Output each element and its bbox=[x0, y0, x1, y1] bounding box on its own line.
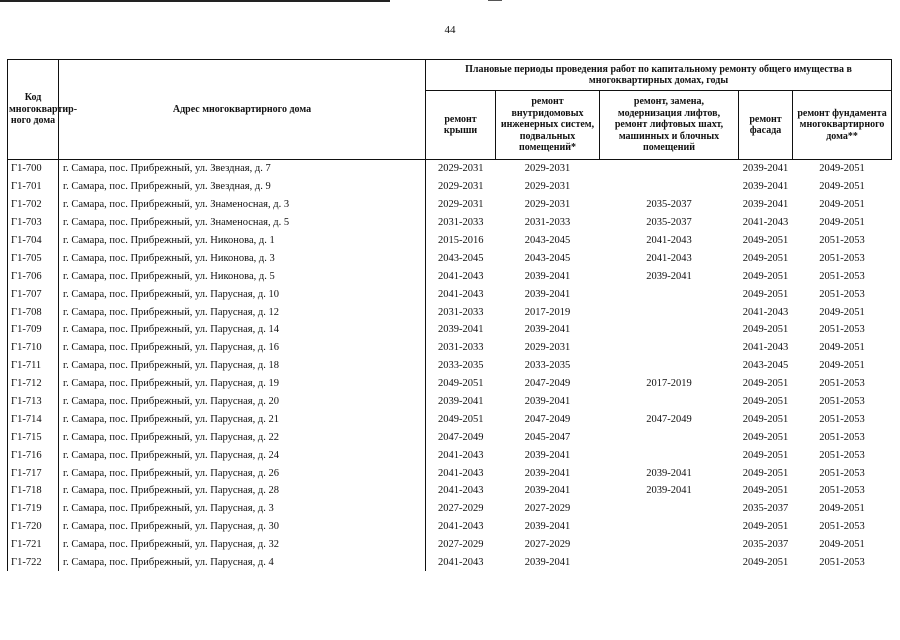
row-foundation-period: 2051-2053 bbox=[819, 557, 865, 569]
row-address: г. Самара, пос. Прибрежный, ул. Парусная, д. 32 bbox=[59, 536, 426, 554]
row-roof-period: 2049-2051 bbox=[438, 378, 484, 390]
table-row bbox=[8, 536, 892, 554]
row-code: Г1-708 bbox=[8, 303, 59, 321]
table-row bbox=[8, 196, 892, 214]
row-roof-period: 2043-2045 bbox=[438, 252, 484, 264]
table-body bbox=[8, 160, 892, 572]
table-row bbox=[8, 446, 892, 464]
row-systems-period: 2039-2041 bbox=[524, 324, 571, 336]
row-facade-period: 2049-2051 bbox=[742, 396, 789, 408]
row-roof-period: 2015-2016 bbox=[438, 235, 484, 246]
row-roof-period: 2041-2043 bbox=[438, 288, 484, 300]
row-foundation-period: 2051-2053 bbox=[819, 485, 865, 497]
row-systems-period: 2027-2029 bbox=[524, 503, 571, 515]
row-foundation-period: 2049-2051 bbox=[819, 503, 865, 515]
row-code: Г1-721 bbox=[8, 536, 59, 554]
scan-top-mark bbox=[488, 0, 502, 1]
row-systems-period: 2033-2035 bbox=[524, 360, 571, 372]
row-code: Г1-716 bbox=[8, 446, 59, 464]
table-row bbox=[8, 232, 892, 250]
row-lifts-period: 2017-2019 bbox=[646, 378, 692, 390]
row-systems-period: 2027-2029 bbox=[524, 539, 571, 551]
row-systems-period: 2039-2041 bbox=[524, 467, 571, 479]
row-address: г. Самара, пос. Прибрежный, ул. Никонова, д. 1 bbox=[59, 232, 426, 250]
row-systems-period: 2039-2041 bbox=[524, 449, 571, 461]
row-lifts-period: 2039-2041 bbox=[646, 270, 692, 282]
row-systems-period: 2047-2049 bbox=[524, 378, 571, 390]
table-row bbox=[8, 554, 892, 572]
row-facade-period: 2049-2051 bbox=[742, 521, 789, 533]
row-systems-period: 2039-2041 bbox=[524, 485, 571, 497]
header-lifts: ремонт, замена, модернизация лифтов, ремонт лифтовых шахт, машинных и блочных помещений bbox=[600, 91, 739, 160]
row-lifts-period bbox=[600, 303, 739, 321]
row-roof-period: 2039-2041 bbox=[438, 396, 484, 408]
row-roof-period: 2029-2031 bbox=[438, 163, 484, 175]
row-foundation-period: 2051-2053 bbox=[819, 467, 865, 479]
row-roof-period: 2041-2043 bbox=[438, 467, 484, 479]
row-lifts-period bbox=[600, 518, 739, 536]
row-address: г. Самара, пос. Прибрежный, ул. Парусная, д. 10 bbox=[59, 285, 426, 303]
row-foundation-period: 2049-2051 bbox=[819, 360, 865, 372]
table-row bbox=[8, 428, 892, 446]
row-code: Г1-711 bbox=[8, 357, 59, 375]
row-lifts-period: 2035-2037 bbox=[646, 217, 692, 229]
row-lifts-period: 2039-2041 bbox=[646, 485, 692, 497]
header-planned-periods: Плановые периоды проведения работ по капитальному ремонту общего имущества в многоквартирных домах, годы bbox=[426, 60, 892, 91]
row-systems-period: 2039-2041 bbox=[524, 521, 571, 533]
row-lifts-period bbox=[600, 500, 739, 518]
row-address: г. Самара, пос. Прибрежный, ул. Парусная, д. 16 bbox=[59, 339, 426, 357]
row-facade-period: 2049-2051 bbox=[742, 288, 789, 300]
row-facade-period: 2049-2051 bbox=[742, 467, 789, 479]
header-facade: ремонт фасада bbox=[739, 91, 793, 160]
row-facade-period: 2041-2043 bbox=[742, 306, 789, 318]
page-number: 44 bbox=[444, 24, 456, 36]
row-foundation-period: 2049-2051 bbox=[819, 199, 865, 211]
row-roof-period: 2041-2043 bbox=[438, 270, 484, 282]
row-roof-period: 2039-2041 bbox=[438, 324, 484, 336]
row-roof-period: 2049-2051 bbox=[438, 413, 484, 425]
table-row bbox=[8, 518, 892, 536]
table-row bbox=[8, 160, 892, 178]
row-lifts-period bbox=[600, 554, 739, 572]
row-foundation-period: 2049-2051 bbox=[819, 539, 865, 551]
table-row bbox=[8, 482, 892, 500]
row-address: г. Самара, пос. Прибрежный, ул. Звездная, д. 7 bbox=[59, 160, 426, 178]
row-systems-period: 2029-2031 bbox=[524, 181, 571, 193]
row-lifts-period bbox=[600, 393, 739, 411]
row-code: Г1-702 bbox=[8, 196, 59, 214]
row-foundation-period: 2049-2051 bbox=[819, 181, 865, 193]
table-header bbox=[8, 60, 892, 160]
row-facade-period: 2035-2037 bbox=[742, 539, 789, 551]
row-systems-period: 2031-2033 bbox=[524, 217, 571, 229]
row-facade-period: 2041-2043 bbox=[742, 342, 789, 354]
row-address: г. Самара, пос. Прибрежный, ул. Парусная, д. 14 bbox=[59, 321, 426, 339]
row-facade-period: 2049-2051 bbox=[742, 413, 789, 425]
row-systems-period: 2017-2019 bbox=[524, 306, 571, 318]
row-foundation-period: 2051-2053 bbox=[819, 324, 865, 336]
table-row bbox=[8, 464, 892, 482]
table-row bbox=[8, 249, 892, 267]
row-code: Г1-709 bbox=[8, 321, 59, 339]
row-address: г. Самара, пос. Прибрежный, ул. Парусная, д. 20 bbox=[59, 393, 426, 411]
row-roof-period: 2029-2031 bbox=[438, 181, 484, 193]
row-address: г. Самара, пос. Прибрежный, ул. Парусная, д. 21 bbox=[59, 410, 426, 428]
row-roof-period: 2031-2033 bbox=[438, 217, 484, 229]
row-systems-period: 2047-2049 bbox=[524, 413, 571, 425]
row-foundation-period: 2051-2053 bbox=[819, 270, 865, 282]
row-systems-period: 2043-2045 bbox=[524, 235, 571, 246]
row-roof-period: 2027-2029 bbox=[438, 539, 484, 551]
header-address: Адрес многоквартирного дома bbox=[59, 60, 426, 160]
row-lifts-period: 2047-2049 bbox=[646, 413, 692, 425]
table-row bbox=[8, 357, 892, 375]
row-lifts-period bbox=[600, 446, 739, 464]
row-foundation-period: 2051-2053 bbox=[819, 396, 865, 408]
row-roof-period: 2031-2033 bbox=[438, 342, 484, 354]
row-foundation-period: 2049-2051 bbox=[819, 217, 865, 229]
row-systems-period: 2029-2031 bbox=[524, 163, 571, 175]
row-facade-period: 2049-2051 bbox=[742, 557, 789, 569]
row-facade-period: 2041-2043 bbox=[742, 217, 789, 229]
table-row bbox=[8, 214, 892, 232]
row-roof-period: 2041-2043 bbox=[438, 449, 484, 461]
row-code: Г1-717 bbox=[8, 464, 59, 482]
row-facade-period: 2049-2051 bbox=[742, 431, 789, 443]
table-row bbox=[8, 178, 892, 196]
table-row bbox=[8, 303, 892, 321]
row-facade-period: 2049-2051 bbox=[742, 270, 789, 282]
row-address: г. Самара, пос. Прибрежный, ул. Знаменосная, д. 3 bbox=[59, 196, 426, 214]
row-foundation-period: 2051-2053 bbox=[819, 449, 865, 461]
row-address: г. Самара, пос. Прибрежный, ул. Парусная, д. 30 bbox=[59, 518, 426, 536]
row-lifts-period bbox=[600, 428, 739, 446]
row-systems-period: 2039-2041 bbox=[524, 270, 571, 282]
row-address: г. Самара, пос. Прибрежный, ул. Парусная, д. 22 bbox=[59, 428, 426, 446]
row-foundation-period: 2051-2053 bbox=[819, 252, 865, 264]
row-code: Г1-713 bbox=[8, 393, 59, 411]
row-code: Г1-718 bbox=[8, 482, 59, 500]
row-facade-period: 2043-2045 bbox=[742, 360, 789, 372]
row-foundation-period: 2051-2053 bbox=[819, 413, 865, 425]
row-code: Г1-701 bbox=[8, 178, 59, 196]
row-roof-period: 2047-2049 bbox=[438, 431, 484, 443]
row-roof-period: 2031-2033 bbox=[438, 306, 484, 318]
row-code: Г1-722 bbox=[8, 554, 59, 572]
row-lifts-period bbox=[600, 321, 739, 339]
row-lifts-period: 2039-2041 bbox=[646, 467, 692, 479]
row-foundation-period: 2051-2053 bbox=[819, 235, 865, 246]
table-row bbox=[8, 339, 892, 357]
row-roof-period: 2041-2043 bbox=[438, 485, 484, 497]
repair-schedule-table bbox=[7, 59, 892, 571]
row-roof-period: 2029-2031 bbox=[438, 199, 484, 211]
row-lifts-period bbox=[600, 339, 739, 357]
row-lifts-period: 2041-2043 bbox=[646, 235, 692, 246]
row-address: г. Самара, пос. Прибрежный, ул. Парусная, д. 4 bbox=[59, 554, 426, 572]
row-facade-period: 2049-2051 bbox=[742, 485, 789, 497]
row-foundation-period: 2051-2053 bbox=[819, 521, 865, 533]
row-code: Г1-706 bbox=[8, 267, 59, 285]
header-engineering-systems: ремонт внутридомовых инженерных систем, подвальных помещений* bbox=[496, 91, 600, 160]
table-row bbox=[8, 375, 892, 393]
row-facade-period: 2049-2051 bbox=[742, 235, 789, 246]
table-row bbox=[8, 285, 892, 303]
row-address: г. Самара, пос. Прибрежный, ул. Парусная, д. 19 bbox=[59, 375, 426, 393]
row-code: Г1-707 bbox=[8, 285, 59, 303]
row-facade-period: 2049-2051 bbox=[742, 449, 789, 461]
row-code: Г1-712 bbox=[8, 375, 59, 393]
row-systems-period: 2043-2045 bbox=[524, 252, 571, 264]
row-foundation-period: 2051-2053 bbox=[819, 288, 865, 300]
row-code: Г1-704 bbox=[8, 232, 59, 250]
row-address: г. Самара, пос. Прибрежный, ул. Парусная, д. 28 bbox=[59, 482, 426, 500]
row-systems-period: 2045-2047 bbox=[524, 431, 571, 443]
row-address: г. Самара, пос. Прибрежный, ул. Знаменосная, д. 5 bbox=[59, 214, 426, 232]
row-code: Г1-710 bbox=[8, 339, 59, 357]
row-address: г. Самара, пос. Прибрежный, ул. Парусная, д. 18 bbox=[59, 357, 426, 375]
row-code: Г1-705 bbox=[8, 249, 59, 267]
row-foundation-period: 2049-2051 bbox=[819, 342, 865, 354]
row-facade-period: 2039-2041 bbox=[742, 181, 789, 193]
row-facade-period: 2039-2041 bbox=[742, 199, 789, 211]
table-row bbox=[8, 393, 892, 411]
row-code: Г1-719 bbox=[8, 500, 59, 518]
row-facade-period: 2049-2051 bbox=[742, 378, 789, 390]
header-code: Код многоквартир-ного дома bbox=[8, 60, 59, 160]
row-address: г. Самара, пос. Прибрежный, ул. Звездная, д. 9 bbox=[59, 178, 426, 196]
row-facade-period: 2039-2041 bbox=[742, 163, 789, 175]
row-code: Г1-720 bbox=[8, 518, 59, 536]
table-row bbox=[8, 500, 892, 518]
row-address: г. Самара, пос. Прибрежный, ул. Никонова, д. 5 bbox=[59, 267, 426, 285]
row-lifts-period: 2041-2043 bbox=[646, 252, 692, 264]
scan-top-rule bbox=[0, 0, 390, 2]
row-foundation-period: 2051-2053 bbox=[819, 431, 865, 443]
row-address: г. Самара, пос. Прибрежный, ул. Парусная, д. 26 bbox=[59, 464, 426, 482]
row-address: г. Самара, пос. Прибрежный, ул. Парусная, д. 3 bbox=[59, 500, 426, 518]
row-foundation-period: 2049-2051 bbox=[819, 306, 865, 318]
row-lifts-period bbox=[600, 178, 739, 196]
table-row bbox=[8, 410, 892, 428]
row-foundation-period: 2049-2051 bbox=[819, 163, 865, 175]
row-systems-period: 2029-2031 bbox=[524, 342, 571, 354]
row-facade-period: 2035-2037 bbox=[742, 503, 789, 515]
row-systems-period: 2039-2041 bbox=[524, 396, 571, 408]
row-address: г. Самара, пос. Прибрежный, ул. Никонова, д. 3 bbox=[59, 249, 426, 267]
header-roof: ремонт крыши bbox=[426, 91, 496, 160]
row-foundation-period: 2051-2053 bbox=[819, 378, 865, 390]
row-code: Г1-703 bbox=[8, 214, 59, 232]
row-systems-period: 2039-2041 bbox=[524, 557, 571, 569]
row-roof-period: 2027-2029 bbox=[438, 503, 484, 515]
row-code: Г1-715 bbox=[8, 428, 59, 446]
row-lifts-period bbox=[600, 285, 739, 303]
row-lifts-period: 2035-2037 bbox=[646, 199, 692, 211]
row-lifts-period bbox=[600, 357, 739, 375]
table-row bbox=[8, 321, 892, 339]
header-foundation: ремонт фундамента многоквартирного дома** bbox=[793, 91, 892, 160]
row-roof-period: 2033-2035 bbox=[438, 360, 484, 372]
row-address: г. Самара, пос. Прибрежный, ул. Парусная, д. 24 bbox=[59, 446, 426, 464]
row-roof-period: 2041-2043 bbox=[438, 521, 484, 533]
row-roof-period: 2041-2043 bbox=[438, 557, 484, 569]
row-code: Г1-714 bbox=[8, 410, 59, 428]
row-lifts-period bbox=[600, 536, 739, 554]
row-facade-period: 2049-2051 bbox=[742, 252, 789, 264]
row-facade-period: 2049-2051 bbox=[742, 324, 789, 336]
row-address: г. Самара, пос. Прибрежный, ул. Парусная, д. 12 bbox=[59, 303, 426, 321]
table-row bbox=[8, 267, 892, 285]
row-lifts-period bbox=[600, 160, 739, 178]
row-code: Г1-700 bbox=[8, 160, 59, 178]
row-systems-period: 2039-2041 bbox=[524, 288, 571, 300]
row-systems-period: 2029-2031 bbox=[524, 199, 571, 211]
